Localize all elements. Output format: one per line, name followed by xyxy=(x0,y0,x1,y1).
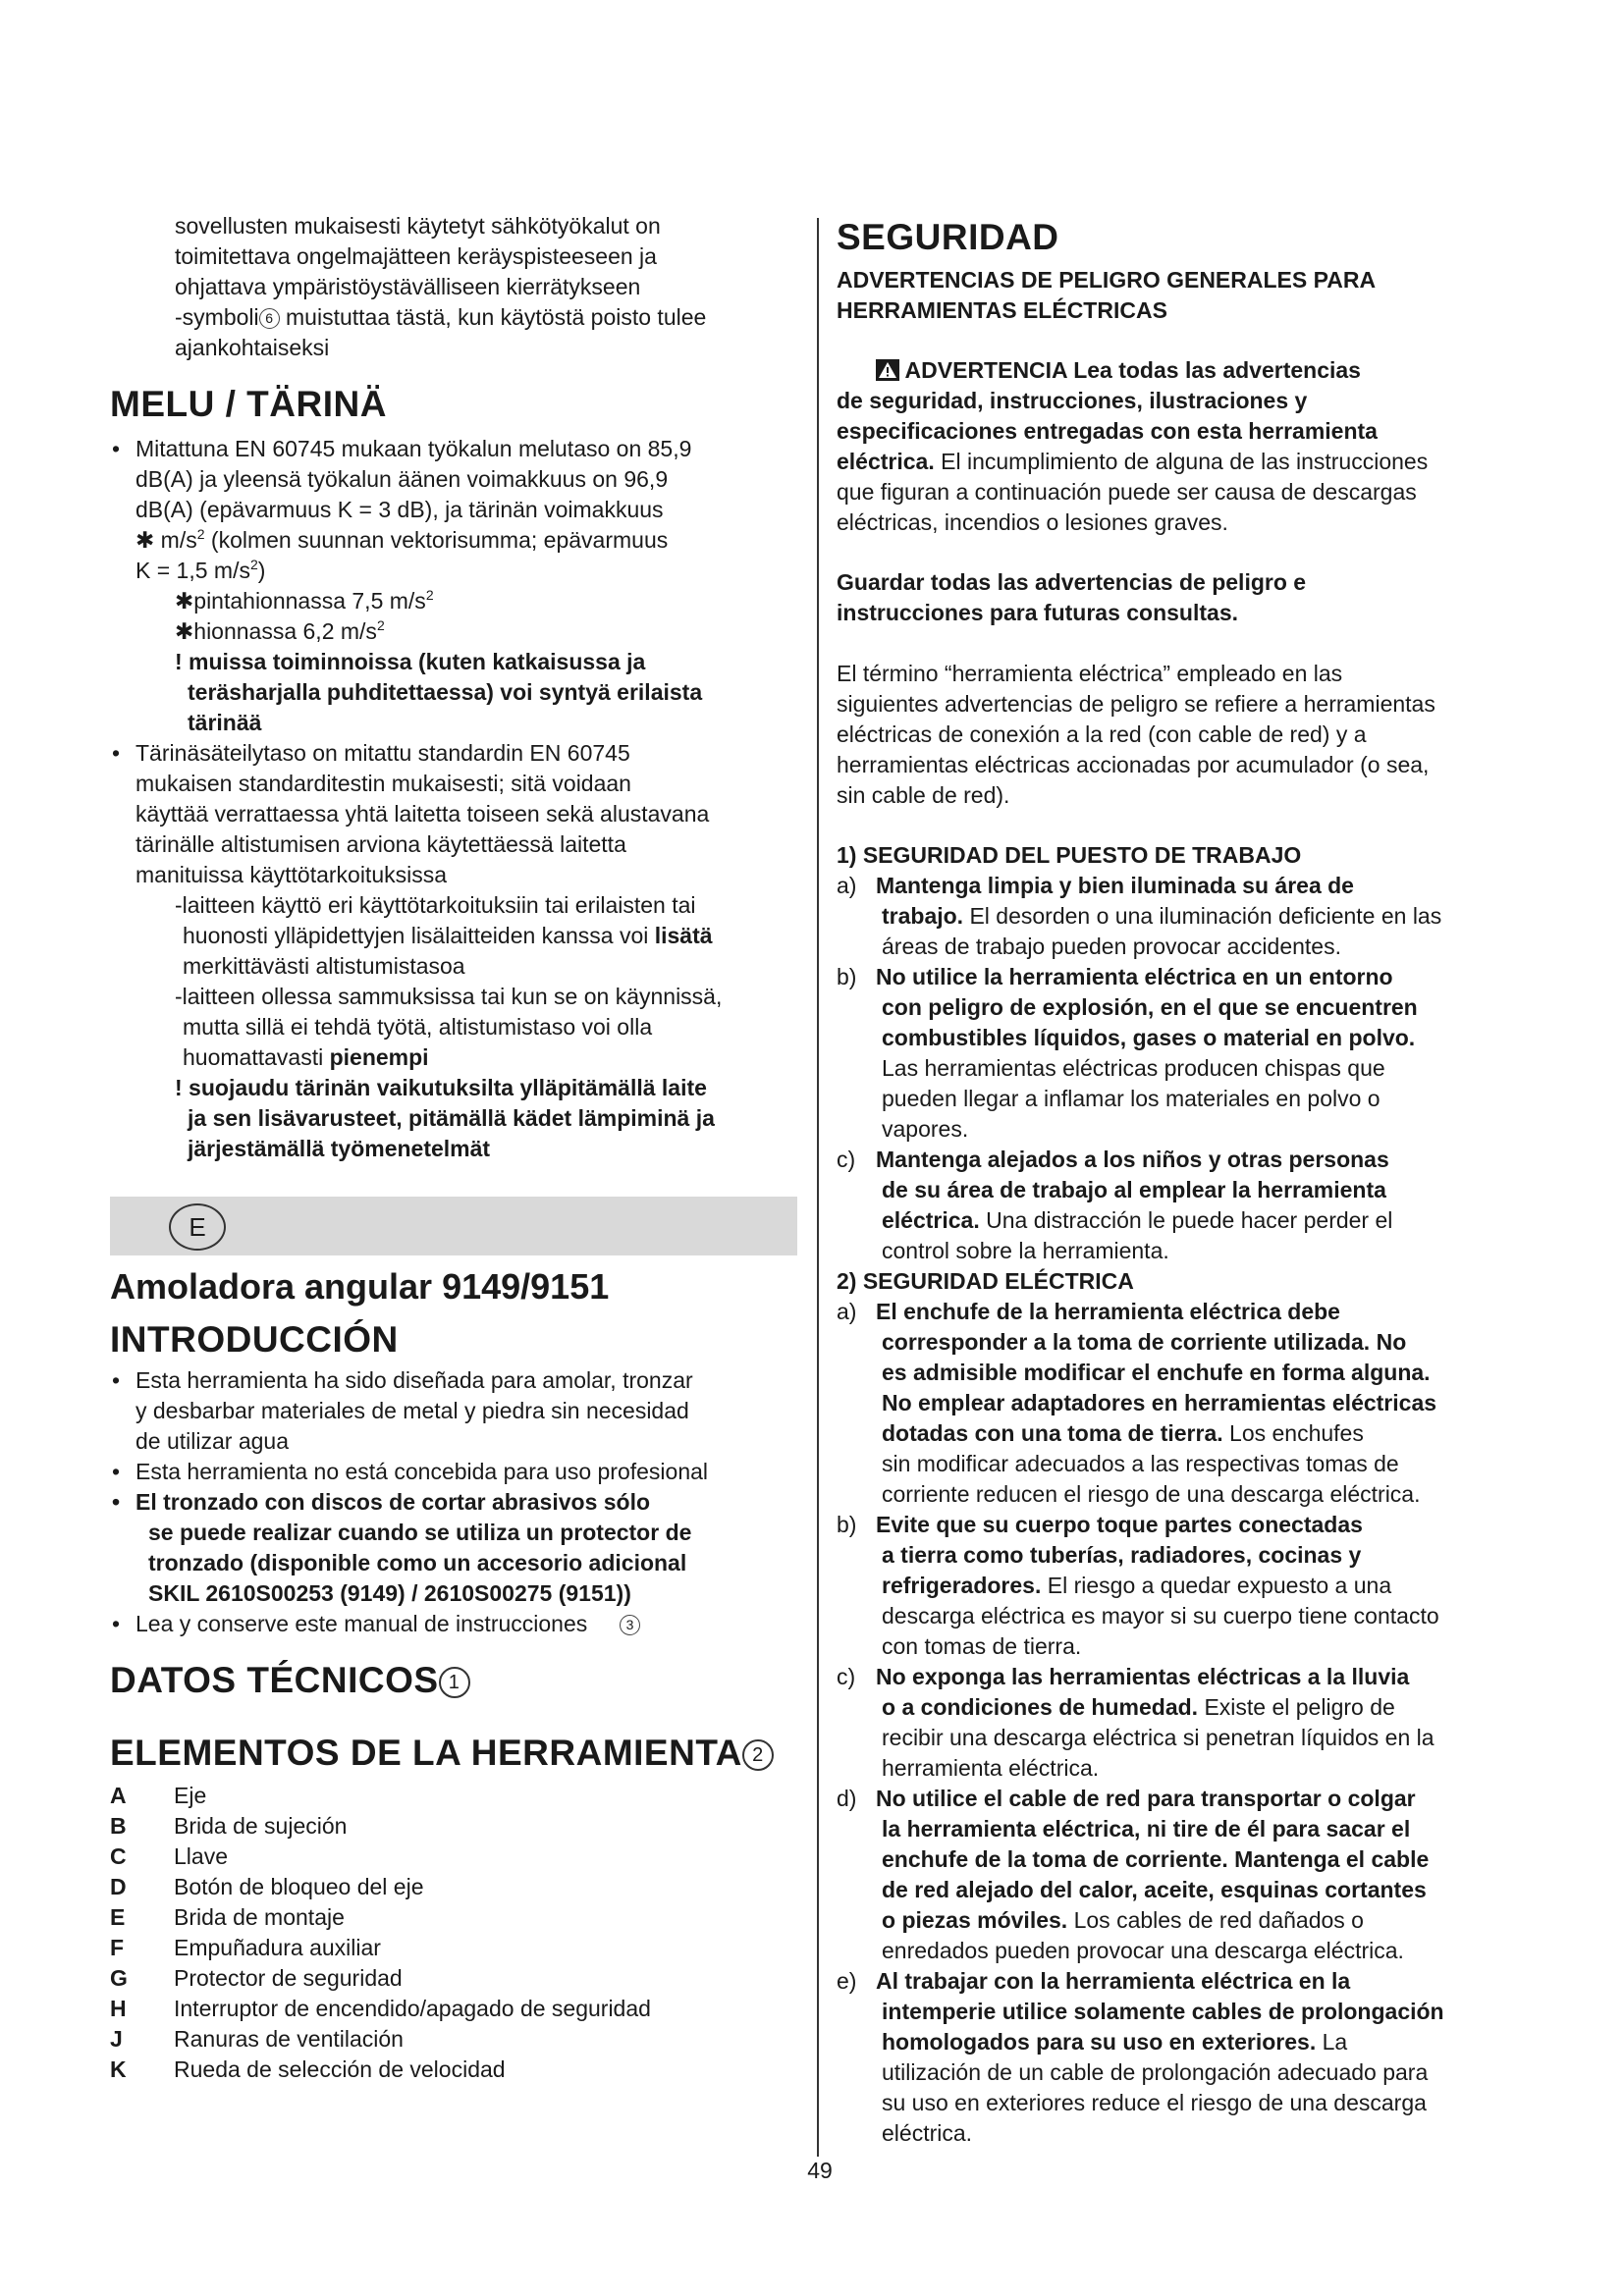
part-label: Llave xyxy=(174,1843,228,1869)
left-column xyxy=(110,211,797,2085)
elementos-heading: ELEMENTOS DE LA HERRAMIENTA 2 xyxy=(110,1732,797,1775)
right-column xyxy=(837,216,1514,2149)
language-badge: E xyxy=(169,1203,226,1251)
introduccion-heading: INTRODUCCIÓN xyxy=(110,1319,399,1360)
intro-bullet-1: • Esta herramienta ha sido diseñada para amolar, tronzar y desbarbar materiales de metal y piedra sin necesidad de utilizar agua xyxy=(110,1365,797,1457)
part-label: Brida de sujeción xyxy=(174,1813,348,1839)
vibration-note-2: -laitteen ollessa sammuksissa tai kun se on käynnissä, mutta sillä ei tehdä työtä, altistumistaso voi olla huomattavasti pienempi xyxy=(175,984,723,1070)
vibration-warning: ! muissa toiminnoissa (kuten katkaisussa ja teräsharjalla puhditettaessa) voi syntyä erilaista tärinää xyxy=(175,649,703,735)
part-label: Interruptor de encendido/apagado de seguridad xyxy=(174,1996,651,2021)
part-key: H xyxy=(110,1996,127,2021)
part-label: Eje xyxy=(174,1783,207,1808)
warning-triangle-icon xyxy=(876,359,899,381)
part-label: Protector de seguridad xyxy=(174,1965,403,1991)
page-number: 49 xyxy=(807,2158,833,2183)
part-key: K xyxy=(110,2056,127,2082)
ref-circle-2: 2 xyxy=(742,1739,774,1771)
section-2-heading: 2) SEGURIDAD ELÉCTRICA xyxy=(837,1268,1134,1294)
vibration-value-surface: ✱pintahionnassa 7,5 $m/s^2$ xyxy=(175,587,434,614)
language-band xyxy=(110,1197,797,1255)
vibration-bullet: • Tärinäsäteilytaso on mitattu standardin EN 60745 mukaisen standarditestin mukaisesti; sitä voidaan käyttää verrattaessa yhtä laitetta toiseen sekä alustavana tärinälle altistumisen arviona käytettäessä laitetta manituissa käyttötarkoituksissa -laitteen käyttö eri käyttötarkoituksiin tai erilaisten tai huonosti ylläpidettyjen lisälaitteiden kanssa voi lisätä merkittävästi altistumistasoa -laitteen ollessa sammuksissa tai kun se on käynnissä, mutta sillä ei tehdä työtä, altistumistaso voi olla huomattavasti pienempi ! suojaudu tärinän vaikutuksilta ylläpitämällä laite ja sen lisävarusteet, pitämällä kädet lämpiminä ja järjestämällä työmenetelmät xyxy=(110,738,797,1164)
intro-bullet-2: • Esta herramienta no está concebida para uso profesional xyxy=(110,1457,797,1487)
part-label: Empuñadura auxiliar xyxy=(174,1935,381,1960)
rule-1a: a) Mantenga limpia y bien iluminada su área de trabajo. El desorden o una iluminación deficiente en las áreas de trabajo pueden provocar accidentes. xyxy=(837,873,1442,959)
term-definition: El término “herramienta eléctrica” empleado en las siguientes advertencias de peligro se refiere a herramientas eléctricas de conexión a la red (con cable de red) y a herramientas eléctricas accionadas por acumulador (o sea, sin cable de red). xyxy=(837,661,1435,808)
part-key: B xyxy=(110,1813,127,1839)
vibration-value-sanding: ✱hionnassa 6,2 $m/s^2$ xyxy=(175,617,385,644)
rule-2a: a) El enchufe de la herramienta eléctrica debe corresponder a la toma de corriente utilizada. No es admisible modificar el enchufe en forma alguna. No emplear adaptadores en herramientas eléctricas dotadas con una toma de tierra. Los enchufes sin modificar adecuados a las respectivas tomas de corriente reducen el riesgo de una descarga eléctrica. xyxy=(837,1299,1437,1507)
product-title: Amoladora angular 9149/9151 xyxy=(110,1266,610,1307)
part-key: G xyxy=(110,1965,128,1991)
rule-2b: b) Evite que su cuerpo toque partes conectadas a tierra como tuberías, radiadores, cocinas y refrigeradores. El riesgo a quedar expuesto a una descarga eléctrica es mayor si su cuerpo tiene contacto con tomas de tierra. xyxy=(837,1512,1439,1659)
vibration-protect-warning: ! suojaudu tärinän vaikutuksilta ylläpitämällä laite ja sen lisävarusteet, pitämällä kädet lämpiminä ja järjestämällä työmenetelmät xyxy=(175,1075,715,1161)
parts-list xyxy=(110,1781,797,2085)
melu-heading: MELU / TÄRINÄ xyxy=(110,384,387,424)
ref-circle-3: 3 xyxy=(620,1615,640,1635)
part-label: Botón de bloqueo del eje xyxy=(174,1874,424,1899)
warning-paragraph: ADVERTENCIA Lea todas las advertencias de seguridad, instrucciones, ilustraciones y especificaciones entregadas con esta herramienta eléctrica. El incumplimiento de alguna de las instrucciones que figuran a continuación puede ser causa de descargas eléctricas, incendios o lesiones graves. xyxy=(837,357,1429,535)
section-1-heading: 1) SEGURIDAD DEL PUESTO DE TRABAJO xyxy=(837,842,1302,868)
part-label: Ranuras de ventilación xyxy=(174,2026,404,2052)
intro-bullet-4: • Lea y conserve este manual de instrucciones 3 xyxy=(110,1609,797,1639)
recycling-paragraph: sovellusten mukaisesti käytetyt sähkötyökalut on toimitettava ongelmajätteen keräyspisteeseen ja ohjattava ympäristöystävälliseen kierrätykseen -symboli 6 muistuttaa tästä, kun käytöstä poisto tulee ajankohtaiseksi xyxy=(175,213,707,360)
ref-circle-6: 6 xyxy=(259,308,280,329)
rule-2e: e) Al trabajar con la herramienta eléctrica en la intemperie utilice solamente cables de prolongación homologados para su uso en exteriores. La utilización de un cable de prolongación adecuado para su uso en exteriores reduce el riesgo de una descarga eléctrica. xyxy=(837,1968,1444,2146)
part-key: A xyxy=(110,1783,127,1808)
ref-circle-1: 1 xyxy=(439,1667,470,1698)
rule-2c: c) No exponga las herramientas eléctricas a la lluvia o a condiciones de humedad. Existe el peligro de recibir una descarga eléctrica si penetran líquidos en la herramienta eléctrica. xyxy=(837,1664,1435,1781)
part-key: C xyxy=(110,1843,127,1869)
part-label: Brida de montaje xyxy=(174,1904,345,1930)
seguridad-heading: SEGURIDAD xyxy=(837,217,1059,257)
general-warnings-subheading: ADVERTENCIAS DE PELIGRO GENERALES PARA HERRAMIENTAS ELÉCTRICAS xyxy=(837,267,1377,323)
rule-1b: b) No utilice la herramienta eléctrica en un entorno con peligro de explosión, en el que se encuentren combustibles líquidos, gases o material en polvo. Las herramientas eléctricas producen chispas que pueden llegar a inflamar los materiales en polvo o vapores. xyxy=(837,964,1418,1142)
vibration-note-1: -laitteen käyttö eri käyttötarkoituksiin tai erilaisten tai huonosti ylläpidettyjen lisälaitteiden kanssa voi lisätä merkittävästi altistumistasoa xyxy=(175,892,713,979)
part-label: Rueda de selección de velocidad xyxy=(174,2056,506,2082)
part-key: F xyxy=(110,1935,125,1960)
part-key: E xyxy=(110,1904,126,1930)
rule-2d: d) No utilice el cable de red para transportar o colgar la herramienta eléctrica, ni tire de él para sacar el enchufe de la toma de corriente. Mantenga el cable de red alejado del calor, aceite, esquinas cortantes o piezas móviles. Los cables de red dañados o enredados pueden provocar una descarga eléctrica. xyxy=(837,1786,1430,1963)
intro-bullet-3: • El tronzado con discos de cortar abrasivos sólo se puede realizar cuando se utiliza un protector de tronzado (disponible como un accesorio adicional SKIL 2610S00253 (9149) / 2610S00275 (9151)) xyxy=(110,1487,797,1609)
datos-tecnicos-heading: DATOS TÉCNICOS 1 xyxy=(110,1659,797,1702)
keep-warnings: Guardar todas las advertencias de peligro e instrucciones para futuras consultas. xyxy=(837,569,1307,625)
rule-1c: c) Mantenga alejados a los niños y otras personas de su área de trabajo al emplear la herramienta eléctrica. Una distracción le puede hacer perder el control sobre la herramienta. xyxy=(837,1147,1393,1263)
part-key: D xyxy=(110,1874,127,1899)
part-key: J xyxy=(110,2026,123,2052)
column-divider xyxy=(817,218,819,2157)
noise-bullet: • Mitattuna EN 60745 mukaan työkalun melutaso on 85,9 dB(A) ja yleensä työkalun äänen voimakkuus on 96,9 dB(A) (epävarmuus K = 3 dB), ja tärinän voimakkuus ✱ $m/s^2$ (kolmen suunnan vektorisumma; epävarmuus K = 1,5 $m/s^2$) ✱pintahionnassa 7,5 $m/s^2$ ✱hionnassa 6,2 $m/s^2$ ! muissa toiminnoissa (kuten katkaisussa ja teräsharjalla puhditettaessa) voi syntyä erilaista tärinää xyxy=(110,434,797,738)
